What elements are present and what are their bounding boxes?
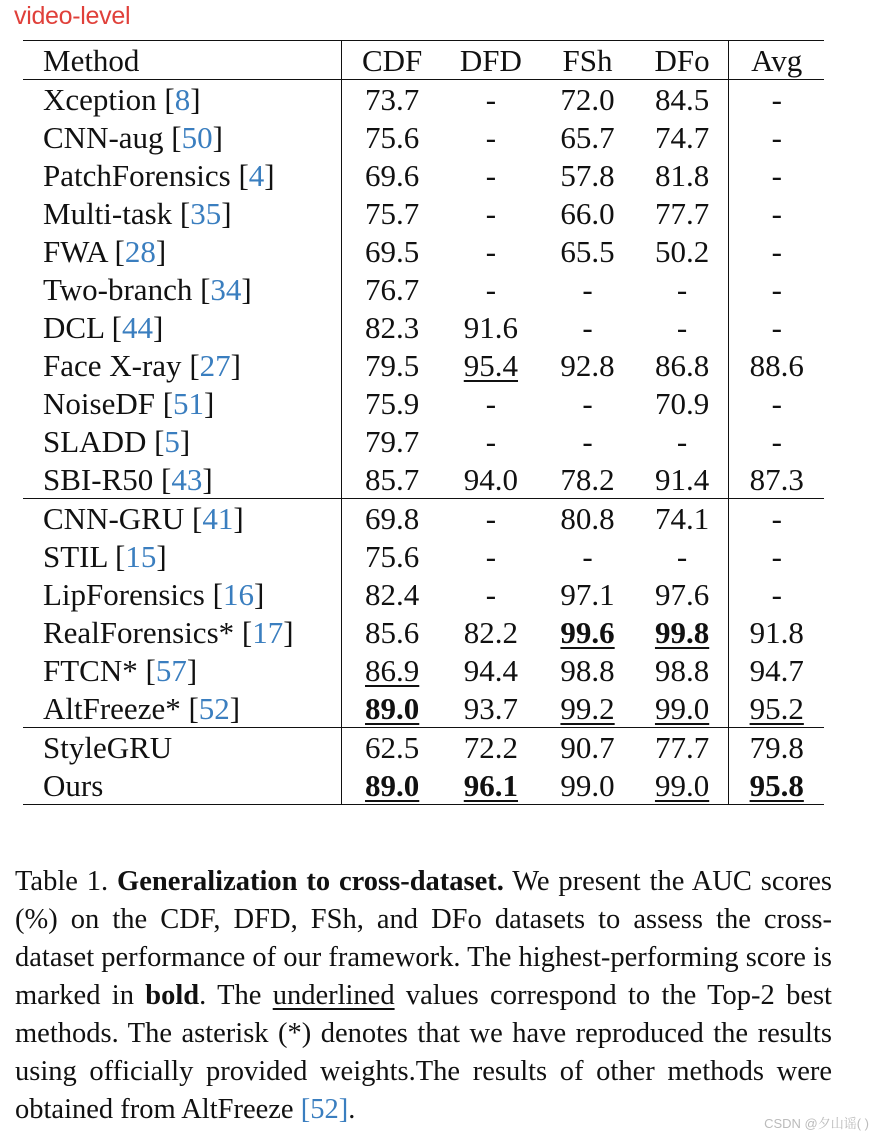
csdn-watermark: CSDN @夕山谣( ) xyxy=(764,1116,869,1131)
dfd-value: - xyxy=(485,81,497,117)
citation-link[interactable]: 51 xyxy=(173,385,205,421)
dfd-value: - xyxy=(485,195,497,231)
dfd-value: 93.7 xyxy=(463,690,519,726)
dfd-value: - xyxy=(485,385,497,421)
avg-value: - xyxy=(771,233,782,269)
cdf-value: 73.7 xyxy=(365,81,420,117)
dfo-cell xyxy=(636,194,729,232)
video-level-tag: video-level xyxy=(14,2,131,30)
cdf-cell xyxy=(341,499,442,538)
header-fsh: FSh xyxy=(539,41,635,80)
fsh-cell xyxy=(539,270,635,308)
fsh-value: 90.7 xyxy=(560,729,615,765)
method-cell: STIL [15] xyxy=(23,537,341,575)
avg-value: - xyxy=(771,157,782,193)
dfo-value: 91.4 xyxy=(654,461,710,497)
dfo-value: 81.8 xyxy=(654,157,710,193)
avg-cell xyxy=(729,384,824,422)
dfd-cell xyxy=(442,460,539,499)
table-header xyxy=(23,41,824,80)
method-cell: FTCN* [57] xyxy=(23,651,341,689)
method-name: RealForensics* xyxy=(43,614,235,650)
method-name: STIL xyxy=(43,538,108,574)
cdf-value: 85.7 xyxy=(365,461,420,497)
citation-link[interactable]: 57 xyxy=(155,652,187,688)
method-name: Xception xyxy=(43,81,157,117)
caption-segment: underlined xyxy=(272,980,395,1011)
fsh-value: 57.8 xyxy=(560,157,615,193)
cdf-value: 86.9 xyxy=(365,652,420,688)
fsh-value: - xyxy=(582,271,593,307)
cdf-value: 75.9 xyxy=(365,385,420,421)
method-cell: Multi-task [35] xyxy=(23,194,341,232)
dfo-value: 86.8 xyxy=(654,347,710,383)
dfo-cell xyxy=(636,728,729,767)
dfd-value: 95.4 xyxy=(463,347,519,383)
avg-cell xyxy=(729,689,824,728)
caption-segment: . xyxy=(348,1094,356,1125)
method-cell: RealForensics* [17] xyxy=(23,613,341,651)
fsh-cell xyxy=(539,384,635,422)
dfd-value: - xyxy=(485,538,497,574)
cdf-cell xyxy=(341,384,442,422)
method-cell: CNN-aug [50] xyxy=(23,118,341,156)
cdf-cell xyxy=(341,118,442,156)
dfd-value: 82.2 xyxy=(463,614,519,650)
dfd-cell xyxy=(442,270,539,308)
dfd-cell xyxy=(442,613,539,651)
dfo-cell xyxy=(636,346,729,384)
fsh-value: - xyxy=(582,538,593,574)
dfd-cell xyxy=(442,422,539,460)
avg-cell xyxy=(729,156,824,194)
citation-link[interactable]: 15 xyxy=(125,538,157,574)
table-row xyxy=(23,499,824,538)
method-name: SBI-R50 xyxy=(43,461,154,497)
citation-link[interactable]: 8 xyxy=(174,81,191,117)
avg-cell xyxy=(729,346,824,384)
method-name: CNN-GRU xyxy=(43,500,185,536)
avg-value: 87.3 xyxy=(749,461,804,497)
fsh-cell xyxy=(539,728,635,767)
dfo-value: 77.7 xyxy=(654,729,710,765)
method-name: FWA xyxy=(43,233,107,269)
fsh-cell xyxy=(539,613,635,651)
dfo-cell xyxy=(636,613,729,651)
dfo-cell xyxy=(636,422,729,460)
method-cell: Two-branch [34] xyxy=(23,270,341,308)
caption-segment: . The xyxy=(199,980,273,1011)
avg-cell xyxy=(729,194,824,232)
method-name: SLADD xyxy=(43,423,147,459)
dfo-cell xyxy=(636,651,729,689)
cdf-value: 75.6 xyxy=(365,119,420,155)
dfo-cell xyxy=(636,118,729,156)
dfd-cell xyxy=(442,575,539,613)
cdf-value: 62.5 xyxy=(365,729,420,765)
fsh-value: 72.0 xyxy=(560,81,615,117)
dfd-value: - xyxy=(485,271,497,307)
dfd-value: - xyxy=(485,119,497,155)
dfo-cell xyxy=(636,80,729,119)
fsh-value: 65.5 xyxy=(560,233,615,269)
method-cell: AltFreeze* [52] xyxy=(23,689,341,728)
dfd-cell xyxy=(442,232,539,270)
caption-segment[interactable]: [52] xyxy=(300,1094,349,1125)
method-name: DCL xyxy=(43,309,104,345)
dfo-value: - xyxy=(676,309,688,345)
fsh-value: - xyxy=(582,309,593,345)
avg-value: - xyxy=(771,195,782,231)
header-dfo: DFo xyxy=(636,41,729,80)
cdf-cell xyxy=(341,537,442,575)
table-row xyxy=(23,308,824,346)
dfd-cell xyxy=(442,384,539,422)
fsh-value: 99.0 xyxy=(560,767,615,803)
dfo-value: 74.7 xyxy=(654,119,710,155)
fsh-cell xyxy=(539,422,635,460)
avg-cell xyxy=(729,575,824,613)
method-cell xyxy=(23,728,341,767)
cdf-value: 79.5 xyxy=(365,347,420,383)
dfd-value: 91.6 xyxy=(463,309,519,345)
dfo-cell xyxy=(636,232,729,270)
fsh-value: - xyxy=(582,423,593,459)
table-row xyxy=(23,346,824,384)
method-name: Ours xyxy=(43,767,104,803)
dfd-value: 96.1 xyxy=(463,767,519,803)
avg-cell xyxy=(729,118,824,156)
method-cell: CNN-GRU [41] xyxy=(23,499,341,538)
cdf-value: 82.3 xyxy=(365,309,420,345)
citation-link[interactable]: 35 xyxy=(190,195,222,231)
dfd-value: - xyxy=(485,157,497,193)
method-name: FTCN* xyxy=(43,652,138,688)
avg-cell xyxy=(729,613,824,651)
method-cell xyxy=(23,766,341,805)
method-name: Two-branch xyxy=(43,271,193,307)
cdf-cell xyxy=(341,728,442,767)
method-name: PatchForensics xyxy=(43,157,231,193)
dfo-cell xyxy=(636,766,729,805)
citation-link[interactable]: 43 xyxy=(171,461,203,497)
avg-value: - xyxy=(771,385,782,421)
cdf-cell xyxy=(341,651,442,689)
citation-link[interactable]: 5 xyxy=(164,423,180,459)
cdf-value: 85.6 xyxy=(365,614,420,650)
cdf-cell xyxy=(341,460,442,499)
fsh-cell xyxy=(539,537,635,575)
dfo-value: - xyxy=(676,423,688,459)
fsh-cell xyxy=(539,575,635,613)
method-name: Multi-task xyxy=(43,195,173,231)
fsh-cell xyxy=(539,118,635,156)
dfo-cell xyxy=(636,308,729,346)
table-row xyxy=(23,613,824,651)
avg-value: 91.8 xyxy=(749,614,804,650)
avg-cell xyxy=(729,766,824,805)
cdf-value: 76.7 xyxy=(365,271,420,307)
method-name: CNN-aug xyxy=(43,119,164,155)
avg-cell xyxy=(729,80,824,119)
fsh-value: 65.7 xyxy=(560,119,615,155)
citation-link[interactable]: 41 xyxy=(202,500,234,536)
table-row xyxy=(23,651,824,689)
fsh-value: 99.6 xyxy=(560,614,615,650)
avg-value: 94.7 xyxy=(749,652,804,688)
table-row xyxy=(23,460,824,499)
method-cell: Face X-ray [27] xyxy=(23,346,341,384)
citation-link[interactable]: 34 xyxy=(210,271,242,307)
fsh-cell xyxy=(539,651,635,689)
fsh-value: 99.2 xyxy=(560,690,615,726)
citation-link[interactable]: 52 xyxy=(198,690,230,726)
dfo-value: 50.2 xyxy=(654,233,710,269)
cdf-cell xyxy=(341,766,442,805)
header-cdf: CDF xyxy=(341,41,442,80)
caption-segment: Generalization to cross-dataset. xyxy=(117,866,504,897)
dfd-cell xyxy=(442,728,539,767)
cdf-cell xyxy=(341,689,442,728)
fsh-cell xyxy=(539,766,635,805)
fsh-value: 78.2 xyxy=(560,461,615,497)
method-cell: LipForensics [16] xyxy=(23,575,341,613)
dfd-value: 94.0 xyxy=(463,461,519,497)
fsh-cell xyxy=(539,232,635,270)
dfo-cell xyxy=(636,575,729,613)
caption-segment: bold xyxy=(145,980,200,1011)
fsh-cell xyxy=(539,689,635,728)
table-row xyxy=(23,384,824,422)
dfo-cell xyxy=(636,460,729,499)
avg-cell xyxy=(729,308,824,346)
cdf-cell xyxy=(341,156,442,194)
avg-cell xyxy=(729,460,824,499)
cdf-value: 89.0 xyxy=(365,690,420,726)
fsh-cell xyxy=(539,499,635,538)
dfo-value: 99.0 xyxy=(654,767,710,803)
fsh-value: 98.8 xyxy=(560,652,615,688)
dfo-value: 84.5 xyxy=(654,81,710,117)
method-name: NoiseDF xyxy=(43,385,155,421)
dfo-cell xyxy=(636,689,729,728)
citation-link[interactable]: 50 xyxy=(181,119,213,155)
table-row xyxy=(23,766,824,805)
dfd-value: - xyxy=(485,233,497,269)
avg-value: - xyxy=(771,538,782,574)
table-row xyxy=(23,156,824,194)
table-row xyxy=(23,422,824,460)
header-dfd: DFD xyxy=(442,41,539,80)
table-row xyxy=(23,728,824,767)
fsh-value: 80.8 xyxy=(560,500,615,536)
avg-value: - xyxy=(771,119,782,155)
cdf-value: 69.6 xyxy=(365,157,420,193)
dfd-value: 72.2 xyxy=(463,729,519,765)
caption-segment: Table 1. xyxy=(15,866,118,897)
citation-link[interactable]: 17 xyxy=(252,614,284,650)
avg-value: - xyxy=(771,271,782,307)
dfd-cell xyxy=(442,499,539,538)
avg-value: - xyxy=(771,500,782,536)
dfo-value: 99.0 xyxy=(654,690,710,726)
header-avg: Avg xyxy=(729,41,824,80)
dfo-value: 98.8 xyxy=(654,652,710,688)
dfo-value: 77.7 xyxy=(654,195,710,231)
avg-cell xyxy=(729,422,824,460)
dfd-cell xyxy=(442,346,539,384)
cdf-cell xyxy=(341,575,442,613)
dfo-value: 99.8 xyxy=(654,614,710,650)
citation-link[interactable]: 16 xyxy=(222,576,254,612)
dfd-cell xyxy=(442,118,539,156)
cdf-cell xyxy=(341,194,442,232)
dfd-cell xyxy=(442,80,539,119)
fsh-cell xyxy=(539,308,635,346)
avg-value: - xyxy=(771,309,782,345)
table-row xyxy=(23,575,824,613)
fsh-cell xyxy=(539,156,635,194)
dfd-cell xyxy=(442,194,539,232)
citation-link[interactable]: 44 xyxy=(121,309,153,345)
dfo-cell xyxy=(636,270,729,308)
results-table xyxy=(23,40,824,805)
cdf-cell xyxy=(341,346,442,384)
cdf-value: 79.7 xyxy=(365,423,420,459)
method-cell: FWA [28] xyxy=(23,232,341,270)
cdf-cell xyxy=(341,308,442,346)
dfd-cell xyxy=(442,689,539,728)
fsh-value: 92.8 xyxy=(560,347,615,383)
table-row xyxy=(23,689,824,728)
cdf-cell xyxy=(341,232,442,270)
avg-cell xyxy=(729,537,824,575)
header-method: Method xyxy=(23,41,341,80)
method-cell: PatchForensics [4] xyxy=(23,156,341,194)
dfo-cell xyxy=(636,384,729,422)
dfd-cell xyxy=(442,156,539,194)
avg-value: - xyxy=(771,81,782,117)
table-caption xyxy=(15,863,832,1129)
cdf-cell xyxy=(341,422,442,460)
dfo-value: - xyxy=(676,538,688,574)
cdf-cell xyxy=(341,270,442,308)
avg-value: 79.8 xyxy=(749,729,804,765)
avg-cell xyxy=(729,651,824,689)
dfd-cell xyxy=(442,537,539,575)
method-cell: SLADD [5] xyxy=(23,422,341,460)
fsh-cell xyxy=(539,80,635,119)
table-row xyxy=(23,232,824,270)
method-name: Face X-ray xyxy=(43,347,182,383)
citation-link[interactable]: 4 xyxy=(248,157,265,193)
cdf-value: 69.8 xyxy=(365,500,420,536)
avg-cell xyxy=(729,232,824,270)
cdf-value: 82.4 xyxy=(365,576,420,612)
dfo-value: - xyxy=(676,271,688,307)
fsh-cell xyxy=(539,460,635,499)
fsh-cell xyxy=(539,194,635,232)
dfo-cell xyxy=(636,156,729,194)
dfo-cell xyxy=(636,499,729,538)
table-row xyxy=(23,118,824,156)
table-row xyxy=(23,80,824,119)
caption-segment: We present the AUC scores (%) on the CDF, DFD, FSh, and DFo datasets to assess the cross-dataset performance of our framework. The highest-performing score is marked in xyxy=(15,866,832,1011)
dfd-value: - xyxy=(485,576,497,612)
avg-value: 88.6 xyxy=(749,347,804,383)
dfd-value: 94.4 xyxy=(463,652,519,688)
avg-cell xyxy=(729,270,824,308)
method-name: AltFreeze* xyxy=(43,690,181,726)
method-cell: SBI-R50 [43] xyxy=(23,460,341,499)
dfd-cell xyxy=(442,308,539,346)
fsh-value: 66.0 xyxy=(560,195,615,231)
dfo-value: 74.1 xyxy=(654,500,710,536)
method-cell: Xception [8] xyxy=(23,80,341,119)
table-body xyxy=(23,80,824,805)
method-cell: DCL [44] xyxy=(23,308,341,346)
method-name: StyleGRU xyxy=(43,729,173,765)
method-cell: NoiseDF [51] xyxy=(23,384,341,422)
citation-link[interactable]: 28 xyxy=(124,233,156,269)
citation-link[interactable]: 27 xyxy=(199,347,231,383)
dfd-cell xyxy=(442,766,539,805)
avg-value: 95.2 xyxy=(749,690,804,726)
table-row xyxy=(23,194,824,232)
method-name: LipForensics xyxy=(43,576,205,612)
cdf-value: 89.0 xyxy=(365,767,420,803)
avg-value: - xyxy=(771,576,782,612)
avg-cell xyxy=(729,728,824,767)
dfd-cell xyxy=(442,651,539,689)
cdf-cell xyxy=(341,613,442,651)
cdf-value: 69.5 xyxy=(365,233,420,269)
fsh-value: 97.1 xyxy=(560,576,615,612)
cdf-value: 75.7 xyxy=(365,195,420,231)
dfo-cell xyxy=(636,537,729,575)
fsh-cell xyxy=(539,346,635,384)
fsh-value: - xyxy=(582,385,593,421)
caption-segment: values correspond to the Top-2 best methods. The asterisk (*) denotes that we have reproduced the results using officially provided weights.The results of other methods were obtained from AltFreeze xyxy=(15,980,832,1125)
cdf-value: 75.6 xyxy=(365,538,420,574)
cdf-cell xyxy=(341,80,442,119)
dfd-value: - xyxy=(485,500,497,536)
table-row xyxy=(23,537,824,575)
dfo-value: 97.6 xyxy=(654,576,710,612)
dfd-value: - xyxy=(485,423,497,459)
avg-cell xyxy=(729,499,824,538)
table-row xyxy=(23,270,824,308)
avg-value: - xyxy=(771,423,782,459)
dfo-value: 70.9 xyxy=(654,385,710,421)
avg-value: 95.8 xyxy=(749,767,804,803)
